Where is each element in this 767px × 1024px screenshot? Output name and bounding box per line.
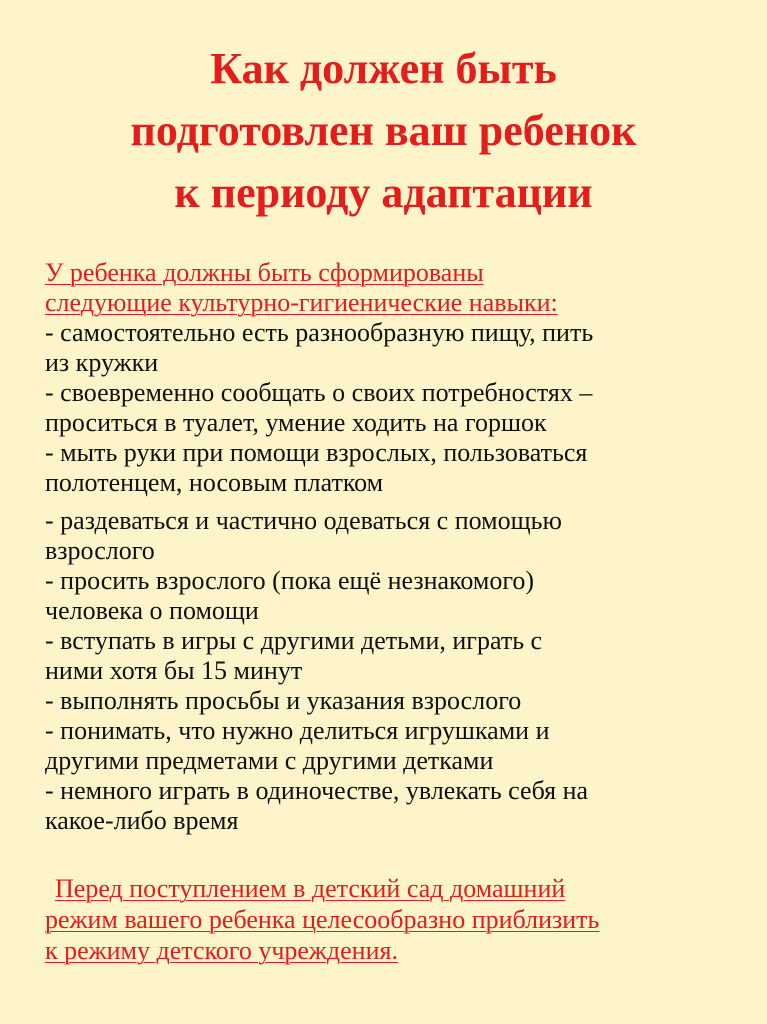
skill-text: - выполнять просьбы и указания взрослого xyxy=(45,686,522,715)
skill-item xyxy=(45,776,745,836)
skill-text: человека о помощи xyxy=(45,596,259,625)
skill-item xyxy=(45,686,745,716)
title-line: подготовлен ваш ребенок xyxy=(130,106,637,155)
skill-text: - немного играть в одиночестве, увлекать себя на xyxy=(45,776,589,805)
skill-item xyxy=(45,318,745,378)
recommendation-note xyxy=(45,873,745,966)
skill-text: - раздеваться и частично одеваться с помощью xyxy=(45,506,562,535)
skill-text: - самостоятельно есть разнообразную пищу, пить xyxy=(45,318,594,347)
title-line: к периоду адаптации xyxy=(174,168,593,217)
skill-text: полотенцем, носовым платком xyxy=(45,468,384,497)
skill-item xyxy=(45,378,745,438)
skill-text: - своевременно сообщать о своих потребностях – xyxy=(45,378,593,407)
skill-item xyxy=(45,626,745,686)
skill-item xyxy=(45,506,745,566)
skill-item xyxy=(45,566,745,626)
skill-text: из кружки xyxy=(45,348,159,377)
skills-section xyxy=(45,258,745,836)
title-line: Как должен быть xyxy=(210,44,557,93)
skills-intro xyxy=(45,258,745,318)
intro-line: У ребенка должны быть сформированы xyxy=(45,258,484,287)
skill-text: - понимать, что нужно делиться игрушками и xyxy=(45,716,550,745)
note-line: режим вашего ребенка целесообразно приблизить xyxy=(45,905,600,934)
skill-text: проситься в туалет, умение ходить на горшок xyxy=(45,408,547,437)
page-title xyxy=(0,38,767,224)
spacer xyxy=(45,498,745,506)
skill-text: взрослого xyxy=(45,536,155,565)
skill-text: ними хотя бы 15 минут xyxy=(45,656,303,685)
skill-text: другими предметами с другими детками xyxy=(45,746,494,775)
note-line: к режиму детского учреждения. xyxy=(45,936,398,965)
skill-text: - мыть руки при помощи взрослых, пользоваться xyxy=(45,438,588,467)
intro-line: следующие культурно-гигиенические навыки: xyxy=(45,288,558,317)
skill-text: - просить взрослого (пока ещё незнакомого) xyxy=(45,566,535,595)
skill-item xyxy=(45,716,745,776)
skill-text: - вступать в игры с другими детьми, играть с xyxy=(45,626,543,655)
skill-text: какое-либо время xyxy=(45,806,239,835)
skill-item xyxy=(45,438,745,498)
note-line: Перед поступлением в детский сад домашний xyxy=(55,874,566,903)
